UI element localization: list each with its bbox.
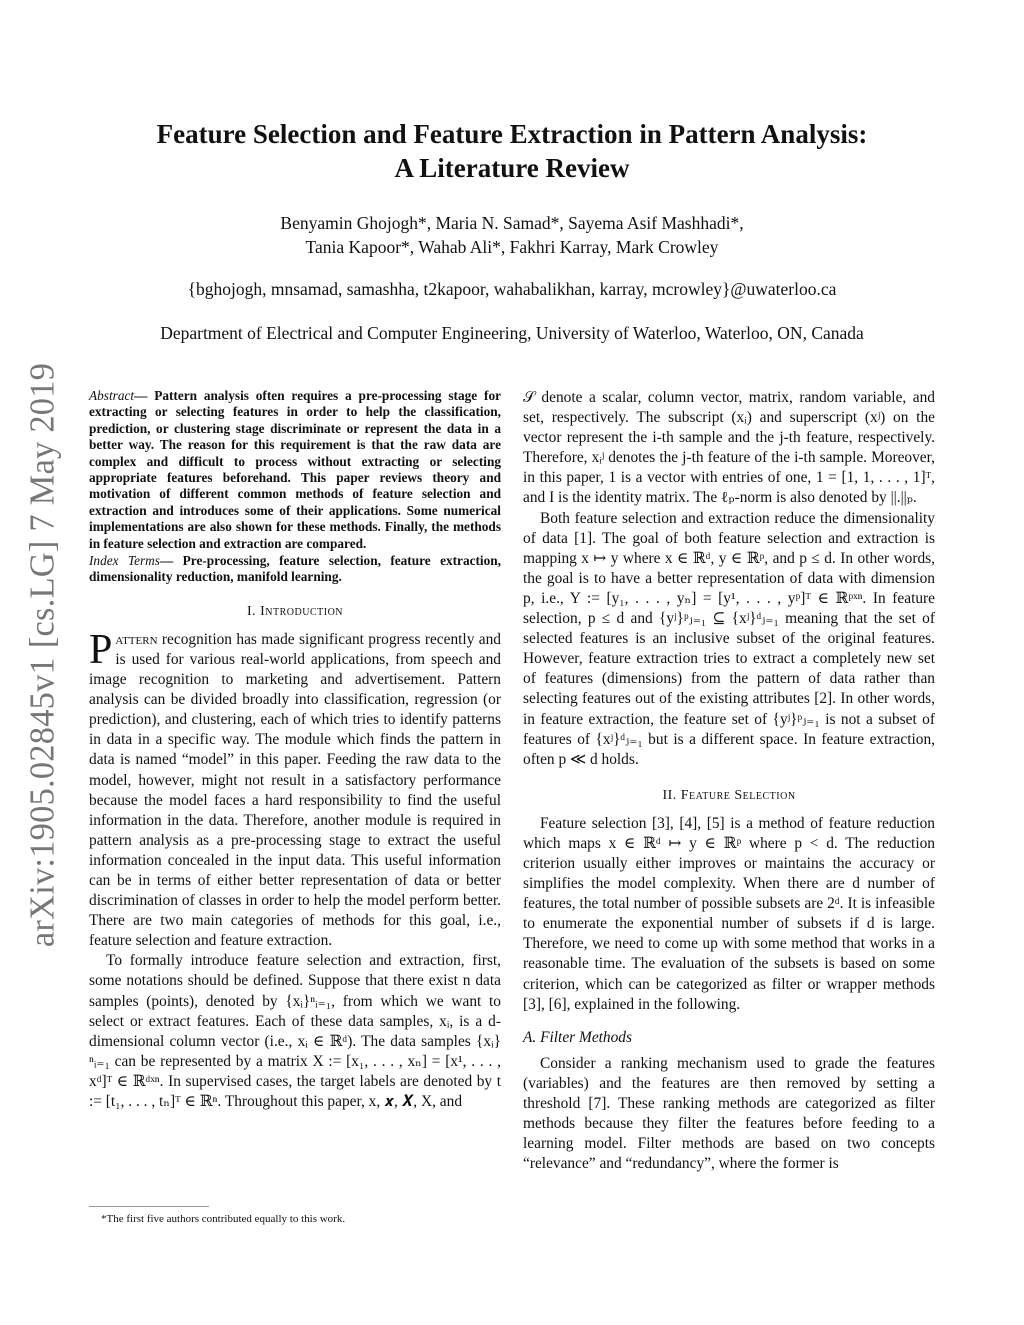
footnote: *The first five authors contributed equally to this work. (101, 1213, 346, 1225)
intro-paragraph-2: To formally introduce feature selection and extraction, first, some notations should be defined. Suppose that there exist n data samples (points), denoted by {xᵢ}ⁿᵢ₌₁, from which we want to select or extract features. Each of these data samples, xᵢ, is a d-dimensional column vector (i.e., xᵢ ∈ ℝᵈ). The data samples {xᵢ}ⁿᵢ₌₁ can be represented by a matrix X := [x₁, . . . , xₙ] = [x¹, . . . , xᵈ]ᵀ ∈ ℝᵈˣⁿ. In supervised cases, the target labels are denoted by t := [t₁, . . . , tₙ]ᵀ ∈ ℝⁿ. Throughout this paper, x, 𝒙, 𝑿, X, and (89, 952, 501, 1111)
intro-paragraph-1-text: recognition has made significant progress recently and is used for various real-world applications, from speech and image recognition to marketing and advertisement. Pattern analysis can be divided broadly into classification, regression (or prediction), and clustering, each of which tries to identify patterns in data in a specific way. The module which finds the pattern in data is named “model” in this paper. Feeding the raw data to the model, however, might not result in a satisfactory performance because the model faces a hard responsibility to find the useful information in the data. Therefore, another module is required in pattern analysis as a pre-processing stage to extract the useful information concealed in the input data. This useful information can be in terms of either better representation of data or better discrimination of classes in order to help the model perform better. There are two main categories of methods for this goal, i.e., feature selection and feature extraction. (89, 630, 501, 950)
subsection-heading-filter-methods: A. Filter Methods (523, 1028, 632, 1046)
footnote-rule (89, 1206, 209, 1207)
right-column (523, 388, 935, 1174)
authors-line-2: Tania Kapoor*, Wahab Ali*, Fakhri Karray, Mark Crowley (305, 237, 719, 257)
filter-methods-paragraph: Consider a ranking mechanism used to grade the features (variables) and the features are then removed by setting a threshold [7]. These ranking methods are categorized as filter methods because they filter the features before feeding to a learning model. Filter methods are based on two concepts “relevance” and “redundancy”, where the former is (523, 1054, 935, 1173)
paper-title (100, 117, 924, 185)
index-terms-text: — Pre-processing, feature selection, feature extraction, dimensionality reduction, manifold learning. (89, 553, 501, 585)
index-terms-label: Index Terms (89, 553, 160, 569)
abstract-label: Abstract (89, 388, 135, 403)
intro-smallcaps-word: attern (115, 630, 158, 648)
left-column (89, 388, 501, 1112)
index-terms (89, 553, 501, 586)
notation-paragraph: 𝒮 denote a scalar, column vector, matrix, random variable, and set, respectively. The subscript (xᵢ) and superscript (xʲ) on the vector represent the i-th sample and the j-th feature, respectively. Therefore, xᵢʲ denotes the j-th feature of the i-th sample. Moreover, in this paper, 1 is a vector with entries of one, 1 = [1, 1, . . . , 1]ᵀ, and I is the identity matrix. The ℓₚ-norm is also denoted by ||.||ₚ. (523, 389, 935, 507)
arxiv-stamp (22, 350, 64, 960)
authors-line-1: Benyamin Ghojogh*, Maria N. Samad*, Sayema Asif Mashhadi*, (280, 213, 744, 233)
dimensionality-paragraph: Both feature selection and extraction reduce the dimensionality of data [1]. The goal of both feature selection and extraction is mapping x ↦ y where x ∈ ℝᵈ, y ∈ ℝᵖ, and p ≤ d. In other words, the goal is to have a better representation of data with dimension p, i.e., Y := [y₁, . . . , yₙ] = [y¹, . . . , yᵖ]ᵀ ∈ ℝᵖˣⁿ. In feature selection, p ≤ d and {yʲ}ᵖⱼ₌₁ ⊆ {xʲ}ᵈⱼ₌₁ meaning that the set of selected features is an inclusive subset of the original features. However, feature extraction tries to extract a completely new set of features (dimensions) from the pattern of data rather than selecting features out of the existing attributes [2]. In other words, in feature extraction, the feature set of {yʲ}ᵖⱼ₌₁ is not a subset of features of {xʲ}ᵈⱼ₌₁ but is a different space. In feature extraction, often p ≪ d holds. (523, 509, 935, 768)
section-heading-introduction: I. Introduction (246, 603, 344, 619)
feature-selection-paragraph: Feature selection [3], [4], [5] is a method of feature reduction which maps x ∈ ℝᵈ ↦ y ∈ ℝᵖ where p < d. The reduction criterion usually either improves or maintains the accuracy or simplifies the model complexity. When there are d number of features, the total number of possible subsets are 2ᵈ. It is infeasible to enumerate the exponential number of subsets if d is large. Therefore, we need to come up with some method that works in a reasonable time. The evaluation of the subsets is based on some criterion, which can be categorized as filter or wrapper methods [3], [6], explained in the following. (523, 814, 935, 1013)
authors (100, 211, 924, 259)
abstract-text: — Pattern analysis often requires a pre-processing stage for extracting or selecting features in order to help the classification, prediction, or clustering stage discriminate or represent the data in a better way. The reason for this requirement is that the raw data are complex and difficult to process without extracting or selecting appropriate features beforehand. This paper reviews theory and motivation of different common methods of feature selection and extraction and introduces some of their applications. Some numerical implementations are also shown for these methods. Finally, the methods in feature selection and extraction are compared. (89, 388, 501, 551)
intro-paragraph-1 (89, 626, 501, 952)
abstract (89, 388, 501, 552)
affiliation: Department of Electrical and Computer Engineering, University of Waterloo, Waterloo, ON, Canada (160, 323, 864, 343)
arxiv-id: arXiv:1905.02845v1 [cs.LG] 7 May 2019 (23, 362, 62, 948)
drop-cap: P (89, 626, 113, 673)
author-emails: {bghojogh, mnsamad, samashha, t2kapoor, wahabalikhan, karray, mcrowley}@uwaterloo.ca (187, 279, 837, 299)
section-heading-feature-selection: II. Feature Selection (662, 787, 796, 803)
title-line-2: A Literature Review (394, 153, 630, 183)
title-line-1: Feature Selection and Feature Extraction in Pattern Analysis: (156, 119, 868, 149)
